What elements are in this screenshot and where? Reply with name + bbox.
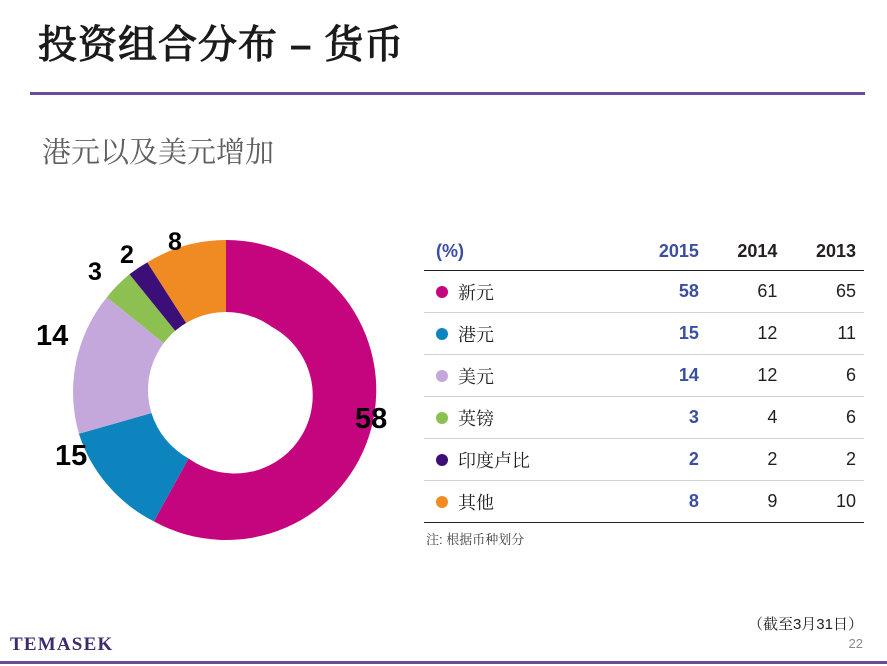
table-row	[424, 439, 864, 481]
donut-chart	[28, 210, 418, 570]
row-label-gbp	[424, 397, 628, 439]
donut-svg	[66, 230, 386, 550]
donut-label-gbp: 3	[88, 258, 102, 286]
row-label-text: 印度卢比	[458, 450, 530, 471]
cell-2015: 3	[688, 407, 699, 427]
currency-breakdown-table	[424, 232, 864, 548]
table-row	[424, 397, 864, 439]
legend-dot-icon	[436, 370, 448, 382]
title-divider	[30, 92, 865, 95]
column-header-2014: 2014	[707, 232, 786, 271]
cell-2013: 6	[845, 407, 856, 427]
table-body	[424, 271, 864, 523]
row-label-text: 美元	[458, 366, 494, 387]
cell-2015: 8	[688, 491, 699, 511]
legend-dot-icon	[436, 454, 448, 466]
row-label-text: 英镑	[458, 408, 494, 429]
table-row	[424, 481, 864, 523]
cell-2015: 14	[678, 365, 699, 385]
donut-graphic	[66, 230, 386, 550]
row-label-inr	[424, 439, 628, 481]
table-row	[424, 313, 864, 355]
table-footnote: 注: 根据币种划分	[426, 532, 525, 547]
cell-2014: 12	[757, 323, 778, 343]
table-header	[424, 232, 864, 271]
row-label-text: 其他	[458, 492, 494, 513]
cell-2013: 65	[835, 281, 856, 301]
page-number: 22	[848, 636, 863, 651]
row-label-usd	[424, 355, 628, 397]
donut-label-others: 8	[168, 228, 182, 256]
cell-2015: 58	[678, 281, 699, 301]
legend-dot-icon	[436, 328, 448, 340]
column-header-2013: 2013	[785, 232, 864, 271]
donut-label-hkd: 15	[55, 440, 88, 472]
donut-label-inr: 2	[120, 241, 134, 269]
row-label-others	[424, 481, 628, 523]
cell-2014: 2	[767, 449, 778, 469]
legend-dot-icon	[436, 412, 448, 424]
cell-2013: 11	[837, 323, 856, 343]
legend-dot-icon	[436, 496, 448, 508]
table-header-row	[424, 232, 864, 271]
data-table	[424, 232, 864, 523]
row-label-hkd	[424, 313, 628, 355]
cell-2015: 15	[678, 323, 699, 343]
row-label-text: 新元	[458, 282, 494, 303]
donut-label-usd: 14	[36, 320, 69, 352]
cell-2014: 61	[757, 281, 778, 301]
brand-logo: TEMASEK	[10, 634, 114, 655]
donut-label-sgd: 58	[355, 403, 388, 435]
footer-divider	[0, 661, 887, 664]
row-label-sgd	[424, 271, 628, 313]
cell-2015: 2	[688, 449, 699, 469]
donut-hole	[148, 312, 304, 468]
cell-2013: 10	[835, 491, 856, 511]
cell-2013: 2	[845, 449, 856, 469]
column-header-2015: 2015	[628, 232, 707, 271]
cell-2014: 9	[767, 491, 778, 511]
row-label-text: 港元	[458, 324, 494, 345]
as-of-date: （截至3月31日）	[747, 616, 863, 633]
table-row	[424, 355, 864, 397]
cell-2014: 4	[767, 407, 778, 427]
cell-2013: 6	[845, 365, 856, 385]
page-title: 投资组合分布 – 货币	[38, 24, 405, 67]
legend-dot-icon	[436, 286, 448, 298]
table-row	[424, 271, 864, 313]
column-header-percent: (%)	[424, 232, 628, 271]
cell-2014: 12	[757, 365, 778, 385]
page-subtitle: 港元以及美元增加	[42, 137, 275, 169]
